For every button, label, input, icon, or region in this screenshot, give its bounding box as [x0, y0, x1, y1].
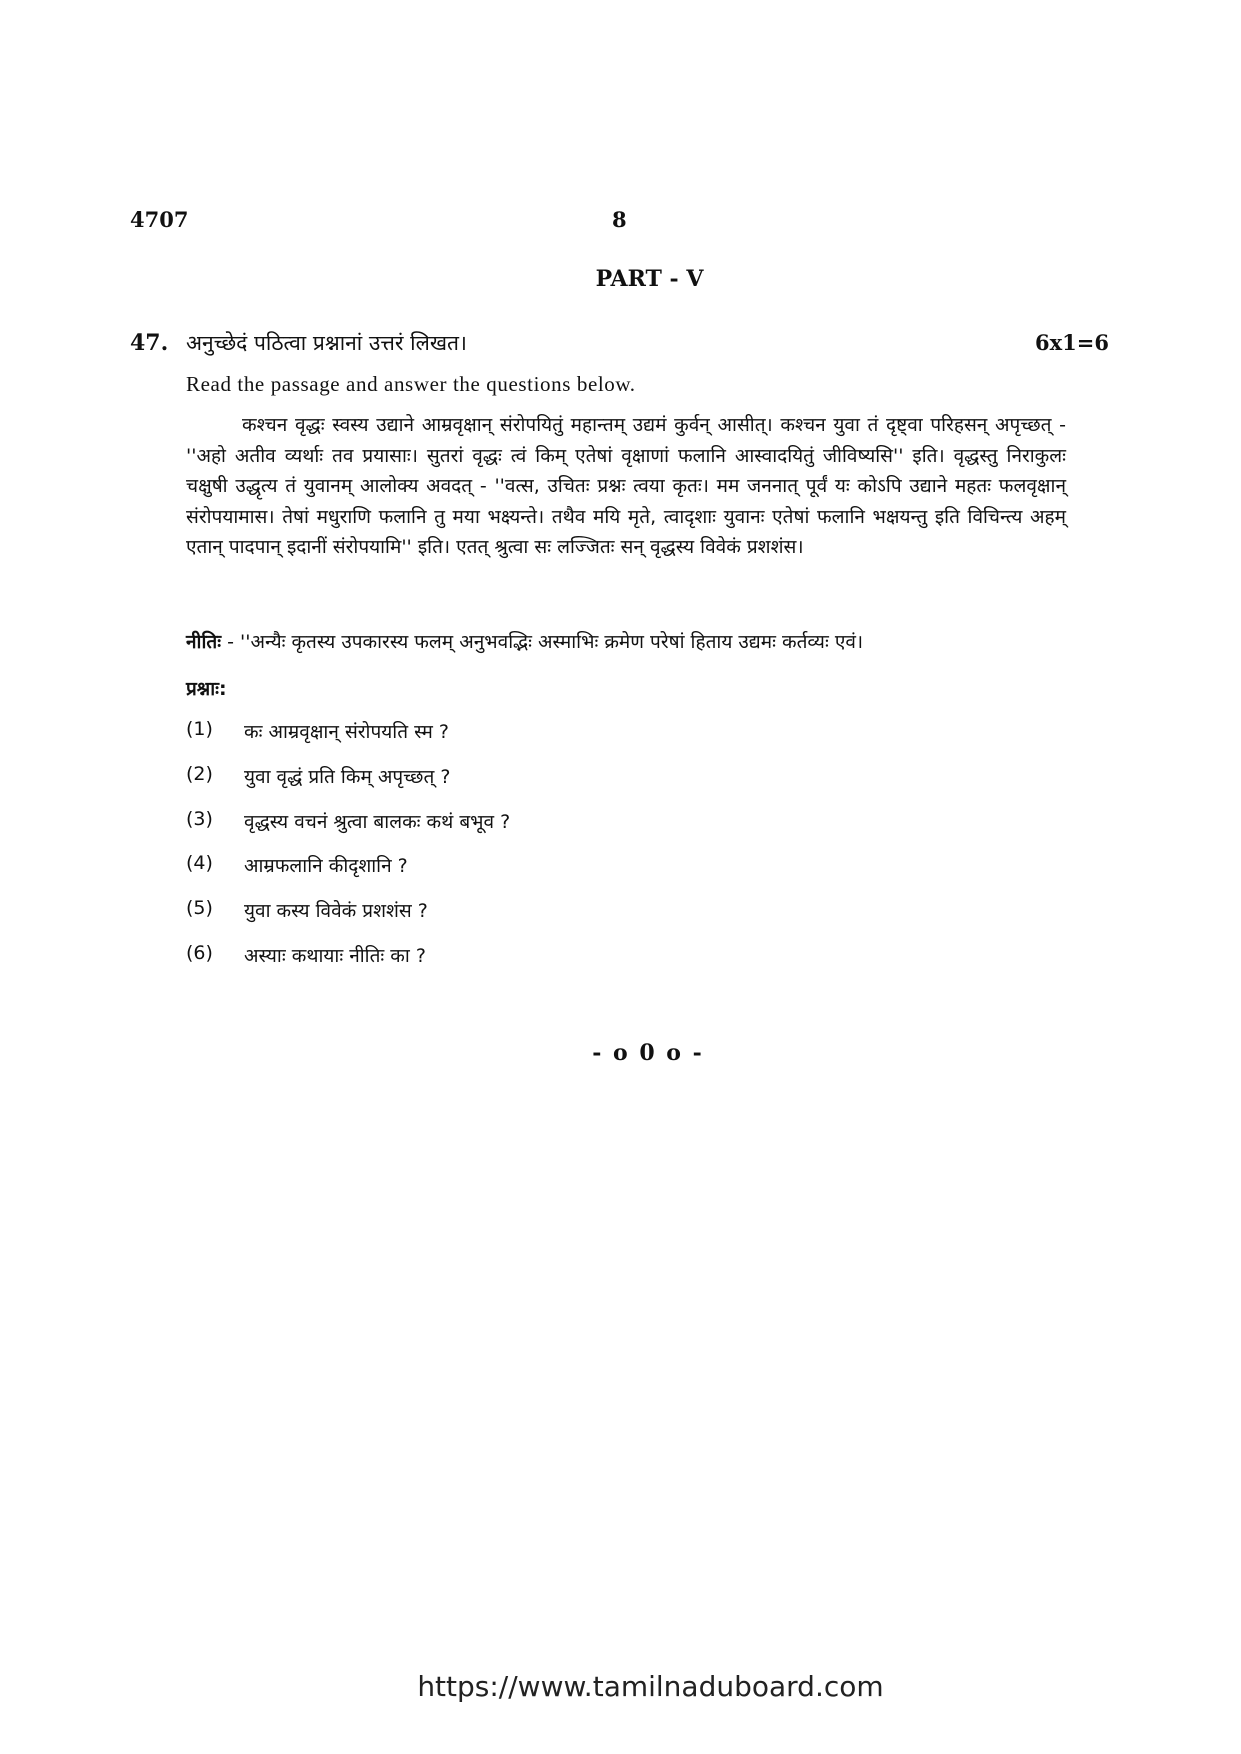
item-number: (6) — [186, 941, 213, 964]
list-item — [186, 763, 510, 808]
list-item — [186, 942, 510, 987]
moral-line — [186, 628, 1086, 654]
paper-code: 4707 — [130, 207, 189, 232]
footer-url[interactable]: https://www.tamilnaduboard.com — [417, 1670, 884, 1703]
section-title: PART - V — [595, 266, 704, 292]
question-instruction-english: Read the passage and answer the questions below. — [186, 372, 636, 396]
item-text: कः आम्रवृक्षान् संरोपयति स्म ? — [244, 721, 449, 743]
passage-text: कश्चन वृद्धः स्वस्य उद्याने आम्रवृक्षान् संरोपयितुं महान्तम् उद्यमं कुर्वन् आसीत्। कश्चन युवा तं दृष्ट्वा परिहसन् अपृच्छत् - ''अहो अतीव व्यर्थाः तव प्रयासाः। सुतरां वृद्धः त्वं किम् एतेषां वृक्षाणां फलानि आस्वादयितुं जीविष्यसि'' इति। वृद्धस्तु निराकुलः चक्षुषी उद्धृत्य तं युवानम् आलोक्य अवदत् - ''वत्स, उचितः प्रश्नः त्वया कृतः। मम जननात् पूर्वं यः कोऽपि उद्याने महतः फलवृक्षान् संरोपयामास। तेषां मधुराणि फलानि तु मया भक्ष्यन्ते। तथैव मयि मृते, त्वादृशाः युवानः एतेषां फलानि भक्षयन्तु इति विचिन्त्य अहम् एतान् पादपान् इदानीं संरोपयामि'' इति। एतत् श्रुत्वा सः लज्जितः सन् वृद्धस्य विवेकं प्रशशंस। — [186, 414, 1066, 558]
question-number: 47. — [130, 330, 169, 356]
list-item — [186, 808, 510, 853]
item-text: अस्याः कथायाः नीतिः का ? — [244, 944, 426, 967]
item-number: (2) — [186, 762, 213, 785]
question-marks: 6x1=6 — [1035, 330, 1109, 355]
item-text: वृद्धस्य वचनं श्रुत्वा बालकः कथं बभूव ? — [244, 810, 511, 833]
question-instruction-sanskrit: अनुच्छेदं पठित्वा प्रश्नानां उत्तरं लिखत। — [186, 331, 467, 355]
item-number: (1) — [186, 718, 213, 740]
item-text: आम्रफलानि कीदृशानि ? — [244, 855, 408, 878]
end-of-paper-mark: - o 0 o - — [592, 1040, 704, 1066]
list-item — [186, 852, 510, 897]
item-number: (4) — [186, 852, 213, 875]
item-text: युवा कस्य विवेकं प्रशशंस ? — [244, 900, 428, 923]
item-number: (5) — [186, 897, 213, 920]
list-item — [186, 897, 510, 942]
item-text: युवा वृद्धं प्रति किम् अपृच्छत् ? — [244, 765, 451, 788]
moral-label: नीतिः — [186, 631, 222, 653]
list-item — [186, 718, 510, 763]
moral-text: - ''अन्यैः कृतस्य उपकारस्य फलम् अनुभवद्भिः अस्माभिः क्रमेण परेषां हिताय उद्यमः कर्तव्यः एवं। — [221, 631, 864, 653]
page-number: 8 — [612, 207, 627, 232]
item-number: (3) — [186, 807, 213, 830]
questions-heading: प्रश्नाः: — [186, 678, 227, 700]
question-list — [186, 718, 510, 987]
questions-heading-text: प्रश्नाः — [186, 678, 220, 700]
